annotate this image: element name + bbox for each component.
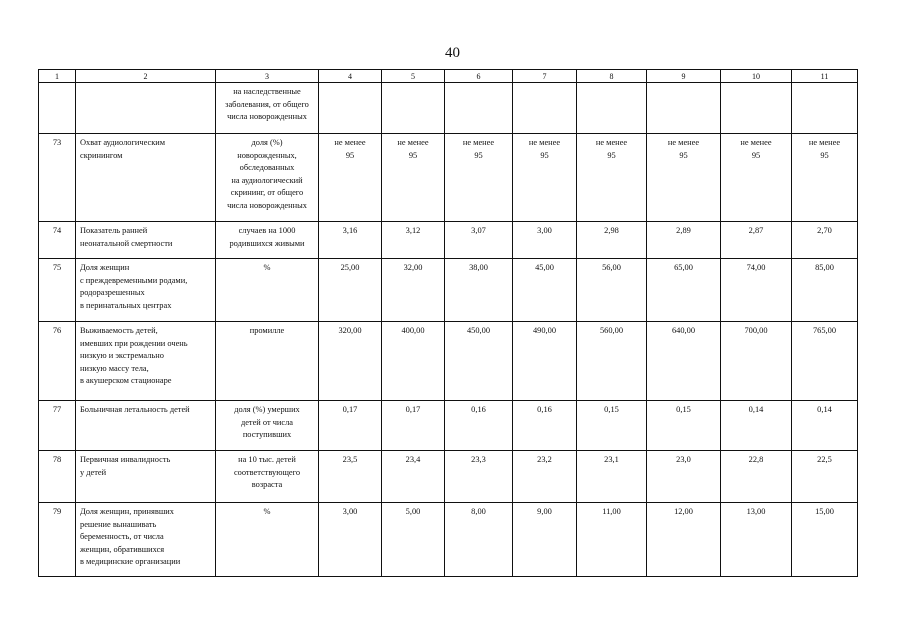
indicator-value: [513, 322, 577, 401]
indicator-name-line: беременность, от числа: [80, 532, 164, 542]
value-line: 56,00: [602, 263, 621, 272]
unit-of-measure: [216, 222, 319, 259]
row-number: 77: [39, 401, 76, 451]
value-line: 23,3: [471, 455, 486, 464]
unit-of-measure: [216, 259, 319, 322]
table-row: [39, 83, 858, 134]
header-row: [39, 70, 858, 83]
value-line: 65,00: [674, 263, 693, 272]
value-line: 95: [540, 150, 549, 160]
indicator-name-line: в медицинские организации: [80, 557, 181, 567]
row-number: 73: [39, 134, 76, 222]
row-number: 76: [39, 322, 76, 401]
indicator-value: [577, 83, 647, 134]
indicator-value: [792, 503, 858, 577]
value-line: 560,00: [599, 326, 624, 335]
unit-line: числа новорожденных: [227, 200, 307, 210]
indicator-value: [721, 322, 792, 401]
indicator-name-line: Больничная летальность детей: [80, 405, 190, 414]
value-line: 85,00: [815, 263, 834, 272]
value-line: 11,00: [602, 507, 621, 516]
value-line: 8,00: [471, 507, 486, 516]
indicator-value: [445, 322, 513, 401]
value-line: 23,5: [342, 455, 358, 464]
indicator-name: [76, 259, 216, 322]
indicator-value: [445, 451, 513, 503]
indicator-value: [647, 83, 721, 134]
unit-line: на наследственные: [233, 87, 301, 96]
indicator-value: [382, 322, 445, 401]
value-line: 2,87: [748, 226, 764, 235]
indicator-value: [577, 259, 647, 322]
indicator-name-line: с преждевременными родами,: [80, 275, 188, 285]
value-line: 0,16: [537, 405, 552, 414]
unit-line: доля (%): [251, 138, 283, 147]
indicator-name-line: скринингом: [80, 150, 123, 160]
indicator-name-line: Доля женщин: [80, 263, 130, 272]
indicator-name-line: неонатальной смертности: [80, 238, 173, 248]
indicator-name: [76, 222, 216, 259]
indicator-value: [319, 503, 382, 577]
unit-line: обследованных: [239, 163, 295, 173]
indicator-name: [76, 134, 216, 222]
table-row: [39, 222, 858, 259]
value-line: 9,00: [537, 507, 552, 516]
value-line: 12,00: [674, 507, 693, 516]
value-line: не менее: [334, 138, 366, 147]
value-line: 320,00: [338, 326, 362, 335]
indicator-value: [513, 451, 577, 503]
indicator-value: [319, 401, 382, 451]
column-header: 9: [647, 70, 721, 83]
indicator-value: [319, 83, 382, 134]
indicator-name-line: низкую массу тела,: [80, 363, 149, 373]
indicator-value: [721, 134, 792, 222]
value-line: 45,00: [535, 263, 554, 272]
indicator-value: [647, 222, 721, 259]
indicator-name: [76, 322, 216, 401]
value-line: 38,00: [469, 263, 488, 272]
table-row: [39, 259, 858, 322]
indicator-value: [792, 259, 858, 322]
indicator-value: [513, 259, 577, 322]
value-line: 765,00: [812, 326, 837, 335]
value-line: 0,17: [342, 405, 358, 414]
column-header: 4: [319, 70, 382, 83]
indicator-name: [76, 451, 216, 503]
value-line: 25,00: [340, 263, 360, 272]
row-number: 75: [39, 259, 76, 322]
indicator-value: [647, 401, 721, 451]
value-line: 23,0: [676, 455, 691, 464]
indicator-value: [445, 259, 513, 322]
indicator-name-line: Доля женщин, принявших: [80, 507, 174, 516]
indicator-value: [382, 503, 445, 577]
indicator-value: [445, 83, 513, 134]
unit-line: числа новорожденных: [227, 112, 307, 122]
unit-line: промилле: [249, 326, 285, 335]
column-header: 3: [216, 70, 319, 83]
table-row: [39, 134, 858, 222]
unit-line: на 10 тыс. детей: [238, 455, 296, 464]
indicator-name-line: Показатель ранней: [80, 226, 148, 235]
value-line: 5,00: [405, 507, 421, 516]
value-line: не менее: [595, 138, 628, 147]
indicators-table: [38, 69, 858, 577]
indicator-value: [577, 451, 647, 503]
indicator-value: [319, 134, 382, 222]
column-header: 11: [792, 70, 858, 83]
unit-line: поступивших: [242, 430, 292, 440]
indicator-name-line: женщин, обратившихся: [80, 544, 165, 554]
column-header: 8: [577, 70, 647, 83]
indicator-name-line: у детей: [80, 467, 107, 477]
value-line: 95: [345, 150, 355, 160]
value-line: не менее: [667, 138, 700, 147]
value-line: 0,17: [405, 405, 421, 414]
indicator-value: [721, 83, 792, 134]
value-line: 2,70: [817, 226, 832, 235]
value-line: 95: [408, 150, 418, 160]
indicator-value: [445, 401, 513, 451]
indicator-value: [513, 222, 577, 259]
indicator-value: [792, 451, 858, 503]
row-number: 78: [39, 451, 76, 503]
unit-of-measure: [216, 322, 319, 401]
table-row: [39, 503, 858, 577]
indicator-value: [319, 451, 382, 503]
value-line: 23,2: [537, 455, 552, 464]
indicator-value: [577, 322, 647, 401]
unit-of-measure: [216, 451, 319, 503]
indicator-value: [382, 134, 445, 222]
unit-line: детей от числа: [240, 417, 294, 427]
value-line: 22,5: [817, 455, 832, 464]
indicator-value: [382, 401, 445, 451]
indicator-name-line: родоразрешенных: [80, 288, 145, 298]
value-line: 3,00: [537, 226, 552, 235]
value-line: 490,00: [532, 326, 557, 335]
indicator-value: [647, 259, 721, 322]
value-line: не менее: [462, 138, 495, 147]
column-header: 6: [445, 70, 513, 83]
value-line: 450,00: [466, 326, 491, 335]
table-row: [39, 451, 858, 503]
unit-line: новорожденных,: [237, 150, 297, 160]
indicator-value: [647, 503, 721, 577]
column-header: 5: [382, 70, 445, 83]
unit-line: соответствующего: [233, 467, 301, 477]
column-header: 2: [76, 70, 216, 83]
indicator-value: [382, 259, 445, 322]
indicator-value: [319, 222, 382, 259]
unit-line: случаев на 1000: [238, 226, 296, 235]
indicator-value: [513, 134, 577, 222]
indicator-value: [792, 322, 858, 401]
indicator-name-line: в акушерском стационаре: [80, 376, 172, 386]
indicator-value: [792, 401, 858, 451]
value-line: 23,1: [604, 455, 619, 464]
indicator-value: [577, 222, 647, 259]
indicator-value: [792, 222, 858, 259]
value-line: 640,00: [671, 326, 696, 335]
value-line: 74,00: [746, 263, 766, 272]
value-line: 3,07: [471, 226, 486, 235]
value-line: 3,16: [342, 226, 358, 235]
row-number: 74: [39, 222, 76, 259]
indicator-value: [721, 451, 792, 503]
unit-line: %: [263, 263, 271, 272]
indicator-value: [513, 83, 577, 134]
indicator-value: [382, 222, 445, 259]
indicator-value: [577, 134, 647, 222]
value-line: 0,15: [604, 405, 619, 414]
unit-of-measure: [216, 503, 319, 577]
indicator-value: [445, 222, 513, 259]
unit-line: скрининг, от общего: [230, 188, 304, 198]
indicator-value: [721, 222, 792, 259]
value-line: 23,4: [405, 455, 421, 464]
indicator-value: [721, 259, 792, 322]
column-header: 10: [721, 70, 792, 83]
value-line: 0,14: [748, 405, 764, 414]
indicator-value: [577, 401, 647, 451]
indicator-name: [76, 401, 216, 451]
indicator-value: [382, 83, 445, 134]
indicator-value: [647, 134, 721, 222]
table-row: [39, 401, 858, 451]
page-number: 40: [445, 45, 460, 61]
row-number: [39, 83, 76, 134]
indicator-value: [647, 322, 721, 401]
unit-line: возраста: [251, 480, 283, 490]
value-line: не менее: [808, 138, 841, 147]
indicator-value: [647, 451, 721, 503]
value-line: 95: [820, 150, 829, 160]
indicator-name-line: решение вынашивать: [80, 519, 157, 529]
value-line: не менее: [528, 138, 561, 147]
indicator-name-line: Выживаемость детей,: [80, 326, 158, 335]
indicator-name: [76, 83, 216, 134]
value-line: 3,12: [405, 226, 421, 235]
indicator-value: [513, 401, 577, 451]
value-line: 3,00: [342, 507, 358, 516]
value-line: 400,00: [401, 326, 425, 335]
indicator-value: [513, 503, 577, 577]
value-line: 95: [607, 150, 616, 160]
indicator-name-line: имевших при рождении очень: [80, 338, 188, 348]
indicator-name-line: Охват аудиологическим: [80, 138, 166, 147]
value-line: 0,16: [471, 405, 486, 414]
value-line: 95: [751, 150, 761, 160]
indicator-value: [792, 134, 858, 222]
unit-line: доля (%) умерших: [234, 405, 300, 414]
indicator-value: [721, 401, 792, 451]
unit-line: %: [263, 507, 271, 516]
unit-of-measure: [216, 134, 319, 222]
indicator-value: [721, 503, 792, 577]
value-line: 13,00: [746, 507, 766, 516]
value-line: 95: [679, 150, 688, 160]
row-number: 79: [39, 503, 76, 577]
unit-of-measure: [216, 401, 319, 451]
value-line: 32,00: [403, 263, 423, 272]
indicator-name-line: Первичная инвалидность: [80, 455, 171, 464]
value-line: 95: [474, 150, 483, 160]
value-line: не менее: [397, 138, 429, 147]
unit-line: родившихся живыми: [229, 238, 305, 248]
value-line: 0,15: [676, 405, 691, 414]
unit-of-measure: [216, 83, 319, 134]
column-header: 1: [39, 70, 76, 83]
indicator-name-line: в перинатальных центрах: [80, 300, 172, 310]
indicator-value: [445, 503, 513, 577]
value-line: 0,14: [817, 405, 832, 414]
value-line: не менее: [740, 138, 772, 147]
table-row: [39, 322, 858, 401]
indicator-name-line: низкую и экстремально: [80, 351, 164, 361]
indicator-value: [577, 503, 647, 577]
unit-line: заболевания, от общего: [225, 99, 309, 109]
indicator-value: [319, 322, 382, 401]
value-line: 22,8: [748, 455, 764, 464]
column-header: 7: [513, 70, 577, 83]
indicator-value: [319, 259, 382, 322]
unit-line: на аудиологический: [231, 175, 303, 185]
indicator-value: [445, 134, 513, 222]
indicator-name: [76, 503, 216, 577]
value-line: 700,00: [744, 326, 768, 335]
indicator-value: [792, 83, 858, 134]
value-line: 2,89: [676, 226, 691, 235]
value-line: 2,98: [604, 226, 619, 235]
value-line: 15,00: [815, 507, 834, 516]
indicator-value: [382, 451, 445, 503]
